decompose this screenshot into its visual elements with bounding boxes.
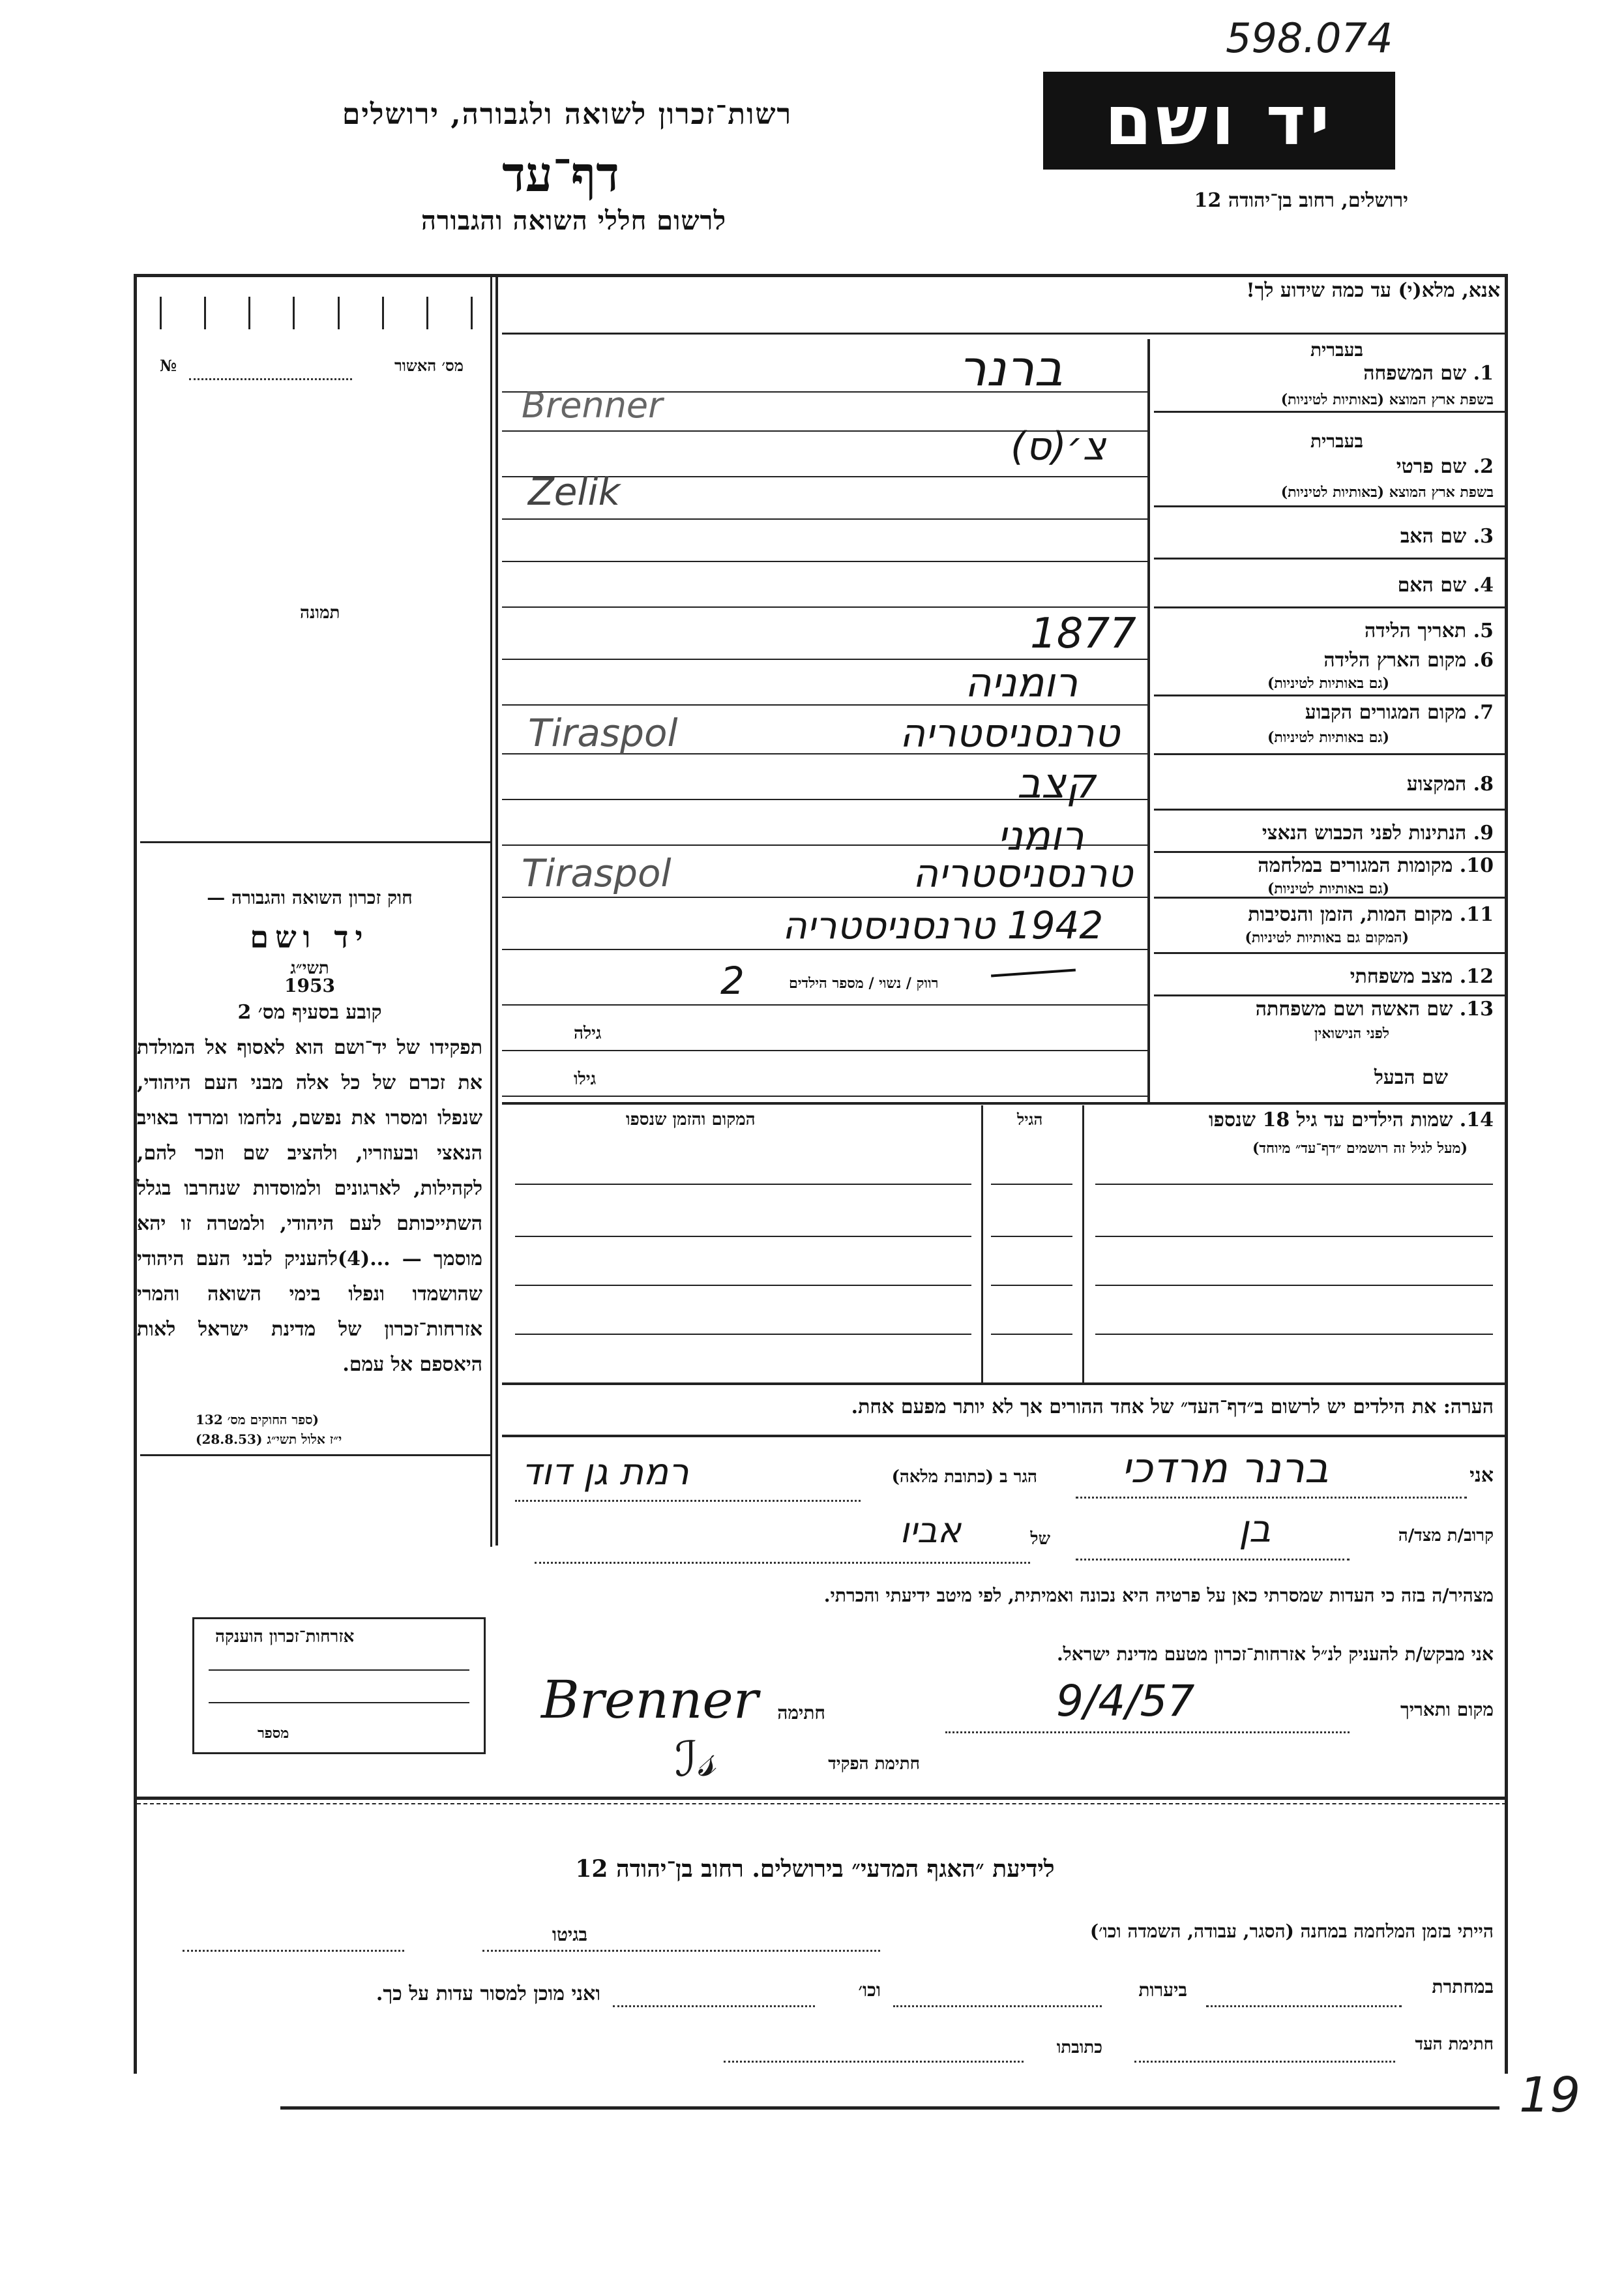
law-source-1: (ספר החוקים מס׳ 132 bbox=[196, 1412, 319, 1427]
id-boxes bbox=[160, 297, 473, 329]
info-line2c: וכו׳ bbox=[858, 1979, 881, 2001]
f11-value: 1942 טרנסניסטריה bbox=[782, 903, 1104, 948]
page-number: 19 bbox=[1519, 2067, 1581, 2123]
law-text: תפקידו של יד־ושם הוא לאסוף אל המולדת את זכרם של כל אלה מבני העם היהודי, שנפלו ומסרו את נפשם, נלחמו ומרדו באויב הנאצי ובעוזריו, ולהציב שם וזכר להם, לקהילות, לארגונים ולמוסדות שנחרבו בגלל השתייכותם לעם היהודי, ולמטרה זו יהא מוסמך — ...(4)להעניק לבני העם היהודי שהושמדו ונפלו בימי השואה והמרי אזרחות־זכרון של מדינת ישראל לאות היאספם אל עמם. bbox=[137, 1036, 482, 1376]
certificate-number-label: מספר bbox=[258, 1725, 289, 1742]
f10-label: 10. מקומות המגורים במלחמה bbox=[1258, 854, 1494, 877]
f5-label: 5. תאריך הלידה bbox=[1365, 620, 1494, 642]
f14-col-place: המקום והזמן שנספו bbox=[626, 1110, 756, 1129]
authority-name: רשות־זכרון לשואה ולגבורה, ירושלים bbox=[342, 98, 793, 131]
f10-latin-label: (גם באותיות לטיניות) bbox=[1267, 880, 1389, 897]
f1-hebrew-label: בעברית bbox=[1310, 339, 1363, 361]
f2-origin-label: בשפת ארץ המוצא (באותיות לטיניות) bbox=[1280, 484, 1494, 501]
law-year-heb: תשי״ג bbox=[290, 959, 329, 978]
file-no-label: № bbox=[160, 356, 177, 375]
info-line2b: ביערות bbox=[1138, 1979, 1187, 2001]
f2-value: צ׳(ס) bbox=[1011, 424, 1106, 470]
archive-number: 598.074 bbox=[1226, 14, 1393, 62]
declarant-address-label: הגר ב (כתובת מלאה) bbox=[891, 1467, 1037, 1487]
law-source-2: י״ז אלול תשי״ג (28.8.53) bbox=[196, 1431, 342, 1447]
f2-hebrew-label: בעברית bbox=[1310, 430, 1363, 452]
f12-options: רווק / נשוי / מספר הילדים bbox=[789, 975, 939, 992]
declarant-of-label: של bbox=[1030, 1529, 1050, 1549]
f5-value: 1877 bbox=[1030, 610, 1136, 658]
f7-latin-label: (גם באותיות לטיניות) bbox=[1267, 729, 1389, 746]
logo bbox=[1043, 72, 1395, 170]
f6-latin-label: (גם באותיות לטיניות) bbox=[1267, 675, 1389, 692]
place-date-label: מקום ותאריך bbox=[1400, 1699, 1494, 1720]
clerk-signature-mark: ℐ𝓈 bbox=[675, 1731, 715, 1787]
photo-label: תמונה bbox=[300, 603, 340, 623]
declarant-i-label: אני bbox=[1469, 1464, 1494, 1487]
husband-label: שם הבעל bbox=[1374, 1066, 1448, 1089]
form-title: דף־עד bbox=[502, 147, 619, 203]
f13-label: 13. שם האשה ושם משפחתה bbox=[1255, 998, 1494, 1021]
info-line2a: במחתרת bbox=[1432, 1976, 1494, 1997]
file-label: מס׳ האשור bbox=[394, 356, 464, 375]
law-title: חוק זכרון השואה והגבורה — bbox=[207, 887, 413, 908]
signature-value: Brenner bbox=[541, 1669, 759, 1730]
declarant-relation: בן bbox=[1239, 1506, 1271, 1551]
declarant-relation-label: קרוב/ת מצד/ה bbox=[1398, 1526, 1494, 1546]
f4-label: 4. שם האם bbox=[1397, 574, 1494, 597]
f3-label: 3. שם האב bbox=[1400, 525, 1494, 548]
f9-label: 9. הנתינות לפני הכבוש הנאצי bbox=[1262, 822, 1494, 844]
f9-value: רומני bbox=[997, 812, 1084, 859]
f10-value: טרנסניסטריה bbox=[913, 851, 1133, 897]
f1-value: ברנר bbox=[958, 339, 1063, 397]
logo-text: יד ושם bbox=[1104, 81, 1334, 160]
f7-latin-value: Tiraspol bbox=[528, 711, 678, 755]
declaration-text: מצהיר/ה בזה כי העדות שמסרתי כאן על פרטיה היא נכונה ואמיתית, לפי מיטב ידיעתי והכרתי. bbox=[823, 1585, 1494, 1606]
f8-label: 8. המקצוע bbox=[1406, 773, 1494, 796]
declarant-address: רמת גן דוד bbox=[522, 1451, 689, 1493]
info-line3b: כתובתו bbox=[1056, 2038, 1102, 2057]
f8-value: קצב bbox=[1017, 760, 1096, 808]
form-subtitle: לרשום חללי השואה והגבורה bbox=[421, 205, 727, 236]
note-text: הערה: את הילדים יש לרשום ב״דף־העד״ של אחד ההורים אך לא יותר מפעם אחת. bbox=[851, 1396, 1494, 1418]
request-text: אנא, מלא(י) עד כמה שידוע לך! bbox=[1246, 279, 1500, 302]
f13-birth-label: גילה bbox=[574, 1024, 602, 1043]
f6-label: 6. מקום הארץ הלידה bbox=[1323, 649, 1494, 672]
info-line3a: חתימת העד bbox=[1415, 2035, 1494, 2054]
declarant-name: ברנר מרדכי bbox=[1121, 1444, 1329, 1493]
f7-value: טרנסניסטריה bbox=[900, 711, 1120, 756]
f1-latin-value: Brenner bbox=[522, 385, 663, 426]
f6-value: רומניה bbox=[965, 659, 1078, 706]
law-clause: קובע בסעיף מס׳ 2 bbox=[237, 1001, 382, 1024]
law-name: יד ושם bbox=[250, 919, 370, 955]
info-title: לידיעת ״האגף המדעי״ בירושלים. רחוב בן־יהודה 12 bbox=[575, 1855, 1055, 1883]
f14-sub: (מעל לגיל זה רושמים ״דף־עד״ מיוחד) bbox=[1252, 1140, 1468, 1157]
f11-label: 11. מקום המות, הזמן והנסיבות bbox=[1248, 903, 1494, 926]
declarant-of: אביו bbox=[900, 1510, 962, 1551]
f2-latin-value: Zelik bbox=[528, 470, 621, 514]
f7-label: 7. מקום המגורים הקבוע bbox=[1305, 701, 1494, 724]
info-line1b: בגיטו bbox=[552, 1924, 587, 1945]
clerk-signature-label: חתימת הפקיד bbox=[828, 1754, 920, 1774]
f13-sub: לפני הנישואין bbox=[1314, 1025, 1389, 1042]
address: ירושלים, רחוב בן־יהודה 12 bbox=[1194, 189, 1408, 212]
f1-label: 1. שם המשפחה bbox=[1363, 362, 1494, 385]
side-divider bbox=[495, 274, 498, 1546]
certificate-title: אזרחות־זכרון הוענקה bbox=[215, 1627, 355, 1647]
f12-value: 2 bbox=[720, 959, 745, 1003]
info-line2d: ואני מוכן למסור עדות על כך. bbox=[376, 1982, 600, 2005]
place-date-value: 9/4/57 bbox=[1056, 1676, 1195, 1726]
f10-latin-value: Tiraspol bbox=[522, 851, 672, 895]
f14-col-age: הגיל bbox=[1017, 1110, 1043, 1129]
f1-origin-label: בשפת ארץ המוצא (באותיות לטיניות) bbox=[1280, 391, 1494, 408]
f2-label: 2. שם פרטי bbox=[1396, 455, 1494, 478]
law-year: 1953 bbox=[284, 975, 335, 996]
request-citizenship: אני מבקש/ת להעניק לנ״ל אזרחות־זכרון מטעם מדינת ישראל. bbox=[1056, 1643, 1494, 1665]
f14-label: 14. שמות הילדים עד גיל 18 שנספו bbox=[1208, 1109, 1494, 1131]
info-line1a: הייתי בזמן המלחמה במחנה (הסגר, עבודה, השמדה וכו׳) bbox=[1089, 1920, 1494, 1942]
signature-label: חתימה bbox=[777, 1702, 825, 1724]
husband-birth-label: גילו bbox=[574, 1069, 597, 1089]
fields-divider bbox=[1147, 339, 1150, 1102]
f11-note: (המקום גם באותיות לטיניות) bbox=[1245, 929, 1409, 946]
f12-label: 12. מצב משפחתי bbox=[1350, 965, 1494, 988]
